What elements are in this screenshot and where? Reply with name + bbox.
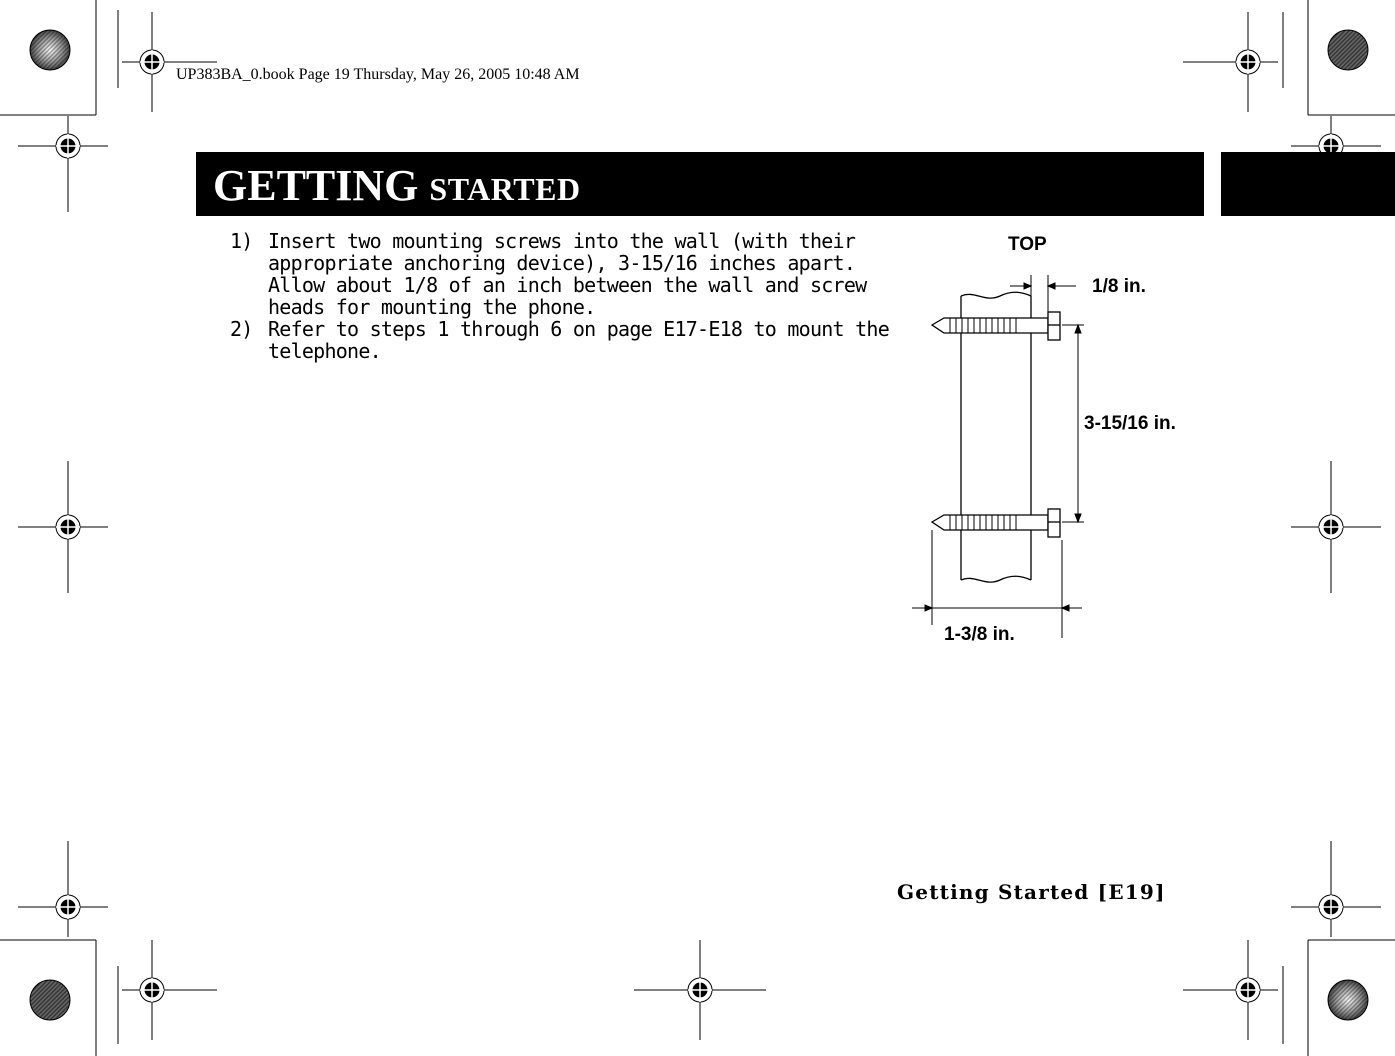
section-title-small: STARTED	[429, 171, 581, 207]
step-text: Insert two mounting screws into the wall (with their appropriate anchoring device), 3-15/16 inches apart. Allow about 1/8 of an inch between the wall and screw heads for mounting the phone.	[268, 229, 867, 319]
spacing-dimension-label: 3-15/16 in.	[1084, 413, 1176, 434]
page-footer: Getting Started [E19]	[897, 880, 1166, 904]
top-label: TOP	[1008, 234, 1047, 255]
length-dimension-label: 1-3/8 in.	[944, 624, 1015, 645]
step-text: Refer to steps 1 through 6 on page E17-E18 to mount the telephone.	[268, 317, 890, 363]
gap-dimension-label: 1/8 in.	[1092, 276, 1146, 297]
step-number: 1)	[230, 229, 253, 253]
bottom-screw	[932, 509, 1060, 537]
top-screw	[932, 312, 1060, 340]
step-number: 2)	[230, 317, 253, 341]
section-title-large: GETTING	[213, 161, 419, 210]
print-slug: UP383BA_0.book Page 19 Thursday, May 26, 2005 10:48 AM	[176, 66, 580, 83]
wall-outline	[961, 292, 1031, 298]
